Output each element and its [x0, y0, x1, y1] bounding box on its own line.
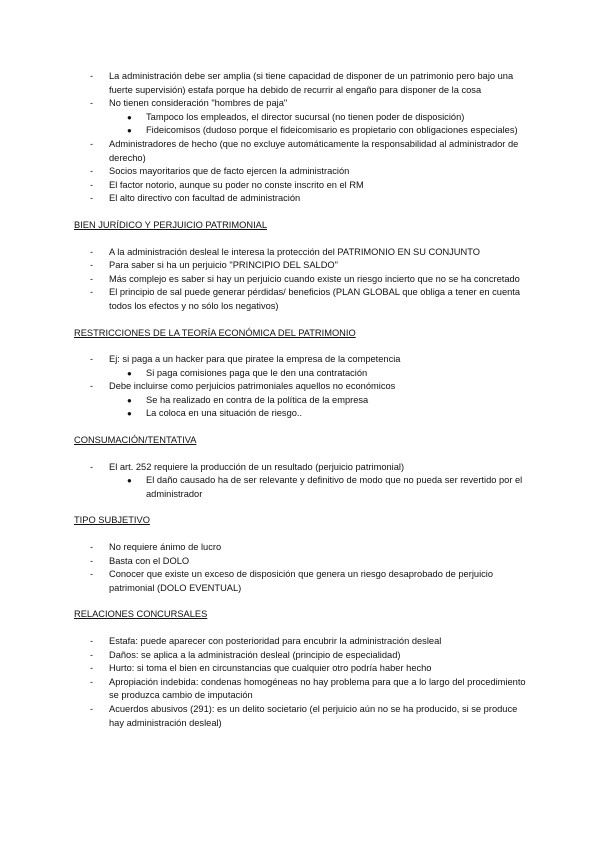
list-item	[74, 246, 528, 260]
sub-list-item-text: Tampoco los empleados, el director sucursal (no tienen poder de disposición)	[146, 111, 465, 122]
list-item-text: El alto directivo con facultad de administración	[109, 193, 301, 204]
section-heading: CONSUMACIÓN/TENTATIVA	[74, 435, 197, 446]
document-content	[74, 70, 528, 730]
sub-list-item-text: Si paga comisiones paga que le den una contratación	[146, 367, 368, 378]
dash-bullet-icon: -	[90, 569, 94, 580]
list-item	[74, 555, 528, 569]
section-heading: BIEN JURÍDICO Y PERJUICIO PATRIMONIAL	[74, 219, 268, 230]
dash-bullet-icon: -	[90, 260, 94, 271]
list-item-text: A la administración desleal le interesa la protección del PATRIMONIO EN SU CONJUNTO	[109, 246, 480, 257]
sub-list-item	[74, 111, 528, 125]
sub-list-item	[74, 394, 528, 408]
list-item-text: El factor notorio, aunque su poder no conste inscrito en el RM	[109, 179, 364, 190]
list-item-text: Hurto: si toma el bien en circunstancias que cualquier otro podría haber hecho	[109, 663, 432, 674]
section-list	[74, 635, 528, 730]
list-item-text: El principio de sal puede generar pérdidas/ beneficios (PLAN GLOBAL que obliga a tener en cuenta todos los efectos y no sólo los negativos)	[109, 287, 521, 311]
list-item	[74, 353, 528, 367]
list-item-text: Conocer que existe un exceso de disposición que genera un riesgo desaprobado de perjuicio patrimonial (DOLO EVENTUAL)	[109, 569, 494, 593]
dash-bullet-icon: -	[90, 676, 94, 687]
round-bullet-icon: ●	[127, 368, 132, 378]
list-item	[74, 461, 528, 475]
list-item	[74, 635, 528, 649]
sub-list-item	[74, 407, 528, 421]
list-item	[74, 568, 528, 595]
dash-bullet-icon: -	[90, 273, 94, 284]
list-item-text: Apropiación indebida: condenas homogéneas no hay problema para que a lo largo del procedimiento se produzca cambio de imputación	[109, 676, 526, 701]
intro-list	[74, 70, 528, 206]
sub-list-item-text: Se ha realizado en contra de la política de la empresa	[146, 394, 369, 405]
list-item	[74, 286, 528, 313]
list-item-text: El art. 252 requiere la producción de un resultado (perjuicio patrimonial)	[109, 461, 405, 472]
list-item-text: La administración debe ser amplia (si tiene capacidad de disponer de un patrimonio pero bajo una fuerte supervisión) estafa porque ha debido de recurrir al engaño para disponer de la cosa	[109, 71, 514, 95]
list-item	[74, 273, 528, 287]
list-item	[74, 259, 528, 273]
round-bullet-icon: ●	[127, 395, 132, 405]
list-item-text: Más complejo es saber si hay un perjuicio cuando existe un riesgo incierto que no se ha concretado	[109, 273, 520, 284]
round-bullet-icon: ●	[127, 476, 132, 486]
list-item	[74, 179, 528, 193]
list-item	[74, 70, 528, 97]
sub-list-item-text: Fideicomisos (dudoso porque el fideicomisario es propietario con obligaciones especiales)	[146, 125, 518, 136]
section-heading: RELACIONES CONCURSALES	[74, 609, 208, 620]
list-item-text: Ej: si paga a un hacker para que piratee la empresa de la competencia	[109, 354, 401, 365]
dash-bullet-icon: -	[90, 703, 94, 714]
list-item-text: Daños: se aplica a la administración desleal (principio de especialidad)	[109, 649, 401, 660]
dash-bullet-icon: -	[90, 381, 94, 392]
dash-bullet-icon: -	[90, 193, 94, 204]
list-item	[74, 662, 528, 676]
list-item	[74, 541, 528, 555]
dash-bullet-icon: -	[90, 354, 94, 365]
list-item-text: No requiere ánimo de lucro	[109, 542, 222, 553]
list-item	[74, 192, 528, 206]
dash-bullet-icon: -	[90, 98, 94, 109]
list-item	[74, 703, 528, 730]
dash-bullet-icon: -	[90, 71, 94, 81]
section-list	[74, 461, 528, 502]
sub-list-item-text: La coloca en una situación de riesgo..	[146, 408, 303, 419]
sub-list-item-text: El daño causado ha de ser relevante y definitivo de modo que no pueda ser revertido por el administrador	[146, 475, 523, 499]
sub-list-item	[74, 367, 528, 381]
list-item-text: Para saber si ha un perjuicio "PRINCIPIO DEL SALDO"	[109, 260, 338, 271]
round-bullet-icon: ●	[127, 112, 132, 122]
dash-bullet-icon: -	[90, 663, 94, 674]
sub-list-item	[74, 474, 528, 501]
list-item-text: Estafa: puede aparecer con posterioridad para encubrir la administración desleal	[109, 636, 442, 646]
list-item-text: Administradores de hecho (que no excluye automáticamente la responsabilidad al administrador de derecho)	[109, 138, 519, 163]
dash-bullet-icon: -	[90, 555, 94, 566]
dash-bullet-icon: -	[90, 542, 94, 553]
sections-container	[74, 219, 528, 730]
list-item	[74, 165, 528, 179]
dash-bullet-icon: -	[90, 461, 94, 472]
list-item	[74, 649, 528, 663]
dash-bullet-icon: -	[90, 179, 94, 190]
round-bullet-icon: ●	[127, 126, 132, 136]
section-list	[74, 353, 528, 421]
dash-bullet-icon: -	[90, 138, 94, 149]
list-item	[74, 676, 528, 703]
section-heading: RESTRICCIONES DE LA TEORÍA ECONÓMICA DEL PATRIMONIO	[74, 327, 356, 338]
list-item	[74, 138, 528, 165]
list-item-text: Acuerdos abusivos (291): es un delito societario (el perjuicio aún no se ha producido, si se produce hay administración desleal)	[109, 703, 518, 728]
section-list	[74, 246, 528, 314]
dash-bullet-icon: -	[90, 636, 94, 646]
dash-bullet-icon: -	[90, 649, 94, 660]
section-list	[74, 541, 528, 595]
list-item	[74, 380, 528, 394]
list-item-text: Debe incluirse como perjuicios patrimoniales aquellos no económicos	[109, 381, 396, 392]
round-bullet-icon: ●	[127, 409, 132, 419]
list-item-text: Socios mayoritarios que de facto ejercen la administración	[109, 166, 350, 177]
list-item-text: No tienen consideración "hombres de paja"	[109, 98, 288, 109]
list-item	[74, 97, 528, 111]
sub-list-item	[74, 124, 528, 138]
dash-bullet-icon: -	[90, 287, 94, 298]
dash-bullet-icon: -	[90, 246, 94, 257]
list-item-text: Basta con el DOLO	[109, 555, 190, 566]
dash-bullet-icon: -	[90, 166, 94, 177]
section-heading: TIPO SUBJETIVO	[74, 515, 150, 526]
